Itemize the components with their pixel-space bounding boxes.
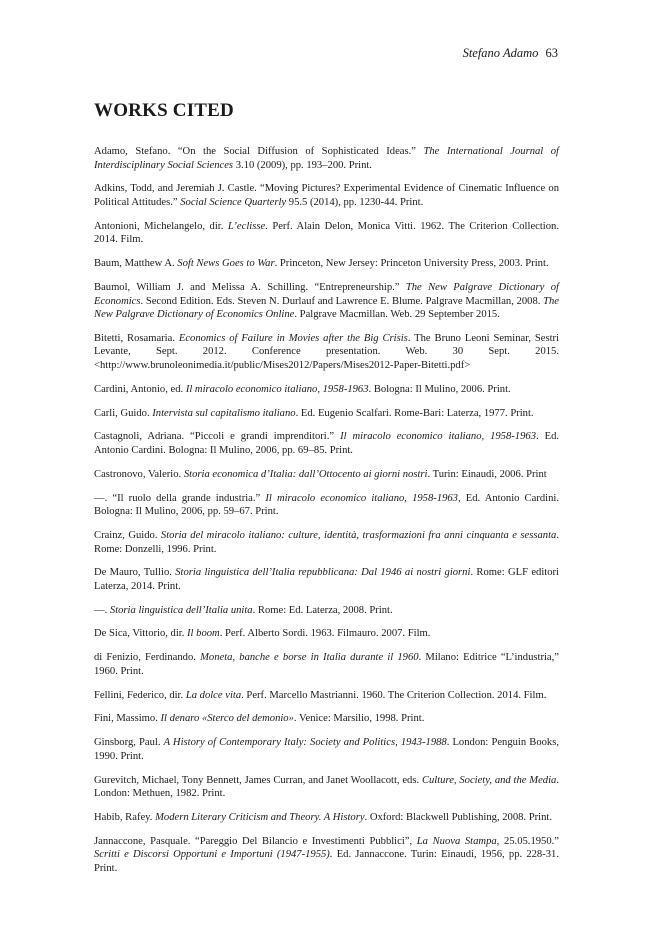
citation-entry: Fini, Massimo. Il denaro «Sterco del demonio». Venice: Marsilio, 1998. Print. xyxy=(94,713,425,725)
citation-entry: —. Storia linguistica dell’Italia unita. Rome: Ed. Laterza, 2008. Print. xyxy=(94,604,393,616)
citation-entry: Carli, Guido. Intervista sul capitalismo italiano. Ed. Eugenio Scalfari. Rome-Bari: Laterza, 1977. Print. xyxy=(94,407,534,419)
citation-entry: Bitetti, Rosamaria. Economics of Failure in Movies after the Big Crisis. The Bruno Leoni Seminar, Sestri Levante, Sept. 2012. Conference presentation. Web. 30 Sept. 2015. <http://www.brunoleonimedia.it/public/Mises2012/Papers/Mises2012-Paper-Bitetti.pdf> xyxy=(94,332,559,372)
citation-entry: Adkins, Todd, and Jeremiah J. Castle. “Moving Pictures? Experimental Evidence of Cinematic Influence on Political Attitudes.” Social Science Quarterly 95.5 (2014), pp. 1230-44. Print. xyxy=(94,183,559,208)
citation-entry: Baumol, William J. and Melissa A. Schilling. “Entrepreneurship.” The New Palgrave Dictionary of Economics. Second Edition. Eds. Steven N. Durlauf and Lawrence E. Blume. Palgrave Macmillan, 2008. The New Palgrave Dictionary of Economics Online. Palgrave Macmillan. Web. 29 September 2015. xyxy=(94,281,559,321)
citation-entry: di Fenizio, Ferdinando. Moneta, banche e borse in Italia durante il 1960. Milano: Editrice “L’industria,” 1960. Print. xyxy=(94,652,559,677)
section-title: WORKS CITED xyxy=(94,100,234,121)
citation-entry: —. “Il ruolo della grande industria.” Il miracolo economico italiano, 1958-1963, Ed. Antonio Cardini. Bologna: Il Mulino, 2006, pp. 59–67. Print. xyxy=(94,492,559,518)
citation-entry: Baum, Matthew A. Soft News Goes to War. Princeton, New Jersey: Princeton University Press, 2003. Print. xyxy=(94,258,549,270)
citation-entry: Jannaccone, Pasquale. “Pareggio Del Bilancio e Investimenti Pubblici”, La Nuova Stampa, 25.05.1950.” Scritti e Discorsi Opportuni e Importuni (1947-1955). Ed. Jannaccone. Turin: Einaudi, 1956, pp. 228-31. Print. xyxy=(94,835,559,874)
citation-entry: De Mauro, Tullio. Storia linguistica dell’Italia repubblicana: Dal 1946 ai nostri giorni. Rome: GLF editori Laterza, 2014. Print. xyxy=(94,567,559,592)
citation-entry: Castagnoli, Adriana. “Piccoli e grandi imprenditori.” Il miracolo economico italiano, 1958-1963. Ed. Antonio Cardini. Bologna: Il Mulino, 2006, pp. 69–85. Print. xyxy=(94,431,560,456)
citation-entry: Antonioni, Michelangelo, dir. L’eclisse. Perf. Alain Delon, Monica Vitti. 1962. The Criterion Collection. 2014. Film. xyxy=(94,220,559,246)
citation-entry: Habib, Rafey. Modern Literary Criticism and Theory. A History. Oxford: Blackwell Publishing, 2008. Print. xyxy=(94,811,552,823)
citation-entry: Ginsborg, Paul. A History of Contemporary Italy: Society and Politics, 1943-1988. London: Penguin Books, 1990. Print. xyxy=(94,737,559,762)
citation-entry: Fellini, Federico, dir. La dolce vita. Perf. Marcello Mastrianni. 1960. The Criterion Collection. 2014. Film. xyxy=(94,689,547,701)
page-number: 63 xyxy=(545,46,558,60)
works-cited-list xyxy=(94,145,559,886)
citation-entry: Adamo, Stefano. “On the Social Diffusion of Sophisticated Ideas.” The International Journal of Interdisciplinary Social Sciences 3.10 (2009), pp. 193–200. Print. xyxy=(94,146,559,171)
citation-entry: Crainz, Guido. Storia del miracolo italiano: culture, identità, trasformazioni fra anni cinquanta e sessanta. Rome: Donzelli, 1996. Print. xyxy=(94,529,559,555)
running-head xyxy=(463,46,558,61)
citation-entry: Gurevitch, Michael, Tony Bennett, James Curran, and Janet Woollacott, eds. Culture, Society, and the Media. London: Methuen, 1982. Print. xyxy=(94,774,559,800)
citation-entry: Cardini, Antonio, ed. Il miracolo economico italiano, 1958-1963. Bologna: Il Mulino, 2006. Print. xyxy=(94,383,511,395)
citation-entry: De Sica, Vittorio, dir. Il boom. Perf. Alberto Sordi. 1963. Filmauro. 2007. Film. xyxy=(94,628,431,640)
citation-entry: Castronovo, Valerio. Storia economica d’Italia: dall’Ottocento ai giorni nostri. Turin: Einaudi, 2006. Print xyxy=(94,468,547,480)
running-head-author: Stefano Adamo xyxy=(462,46,539,60)
